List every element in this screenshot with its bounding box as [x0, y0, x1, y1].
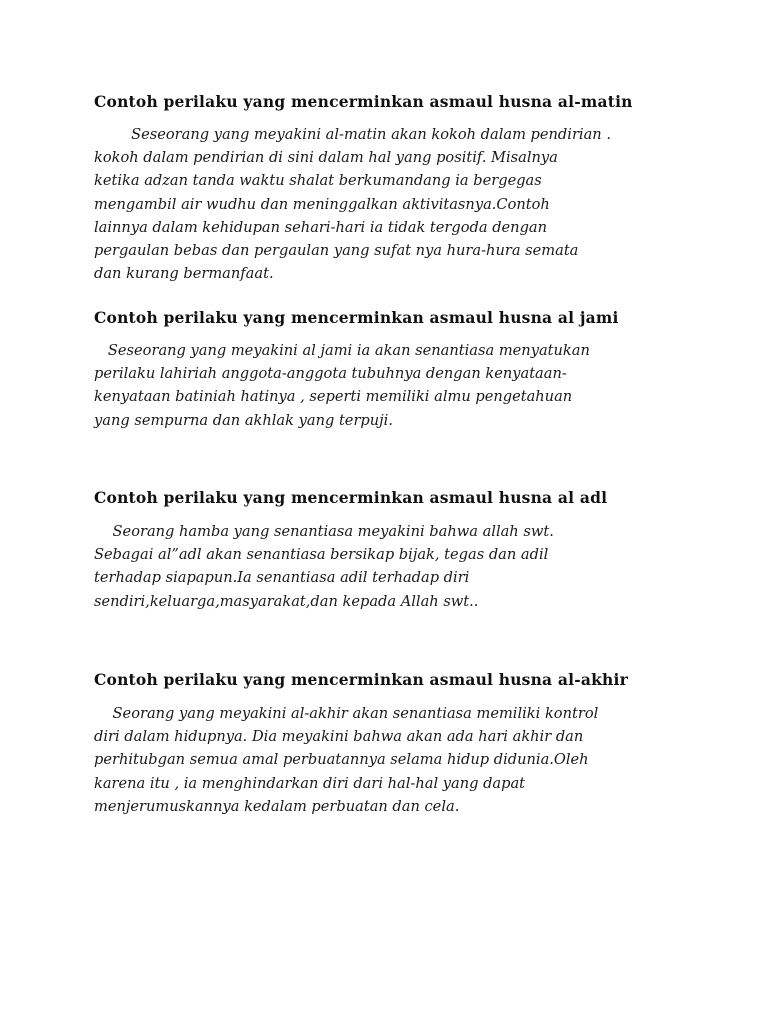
paragraph-line: Sebagai al”adl akan senantiasa bersikap bijak, tegas dan adil — [94, 546, 549, 564]
paragraph-line: karena itu , ia menghindarkan diri dari hal-hal yang dapat — [94, 774, 526, 792]
paragraph-line: Seseorang yang meyakini al-matin akan kokoh dalam pendirian . — [94, 126, 611, 143]
section-heading: Contoh perilaku yang mencerminkan asmaul husna al-akhir — [94, 670, 628, 689]
paragraph-line: perilaku lahiriah anggota-anggota tubuhnya dengan kenyataan- — [94, 365, 567, 383]
paragraph-line: dan kurang bermanfaat. — [94, 265, 274, 283]
paragraph-line: menjerumuskannya kedalam perbuatan dan cela. — [94, 797, 460, 815]
section-heading: Contoh perilaku yang mencerminkan asmaul husna al-matin — [94, 92, 633, 111]
section-al-adl — [94, 488, 684, 613]
paragraph-line: perhitubgan semua amal perbuatannya selama hidup didunia.Oleh — [94, 751, 589, 769]
paragraph-line: sendiri,keluarga,masyarakat,dan kepada Allah swt.. — [94, 592, 479, 610]
section-al-matin — [94, 92, 684, 285]
paragraph-line: ketika adzan tanda waktu shalat berkumandang ia bergegas — [94, 172, 542, 190]
section-al-jami — [94, 308, 684, 432]
paragraph-line: diri dalam hidupnya. Dia meyakini bahwa akan ada hari akhir dan — [94, 728, 584, 746]
paragraph-line: kenyataan batiniah hatinya , seperti memiliki almu pengetahuan — [94, 388, 573, 406]
paragraph-line: lainnya dalam kehidupan sehari-hari ia tidak tergoda dengan — [94, 218, 548, 236]
paragraph-line: pergaulan bebas dan pergaulan yang sufat nya hura-hura semata — [94, 242, 579, 260]
paragraph-line: terhadap siapapun.Ia senantiasa adil terhadap diri — [94, 569, 470, 587]
section-paragraph — [94, 339, 684, 432]
section-paragraph — [94, 520, 684, 613]
section-al-akhir — [94, 670, 684, 818]
paragraph-line: mengambil air wudhu dan meninggalkan aktivitasnya.Contoh — [94, 195, 550, 213]
paragraph-line: Seorang yang meyakini al-akhir akan senantiasa memiliki kontrol — [94, 705, 599, 722]
section-paragraph — [94, 702, 684, 818]
section-paragraph — [94, 123, 684, 285]
paragraph-line: kokoh dalam pendirian di sini dalam hal yang positif. Misalnya — [94, 149, 558, 167]
paragraph-line: Seseorang yang meyakini al jami ia akan senantiasa menyatukan — [94, 342, 590, 359]
section-heading: Contoh perilaku yang mencerminkan asmaul husna al jami — [94, 308, 619, 327]
section-heading: Contoh perilaku yang mencerminkan asmaul husna al adl — [94, 488, 608, 507]
paragraph-line: yang sempurna dan akhlak yang terpuji. — [94, 411, 393, 429]
paragraph-line: Seorang hamba yang senantiasa meyakini bahwa allah swt. — [94, 523, 554, 540]
